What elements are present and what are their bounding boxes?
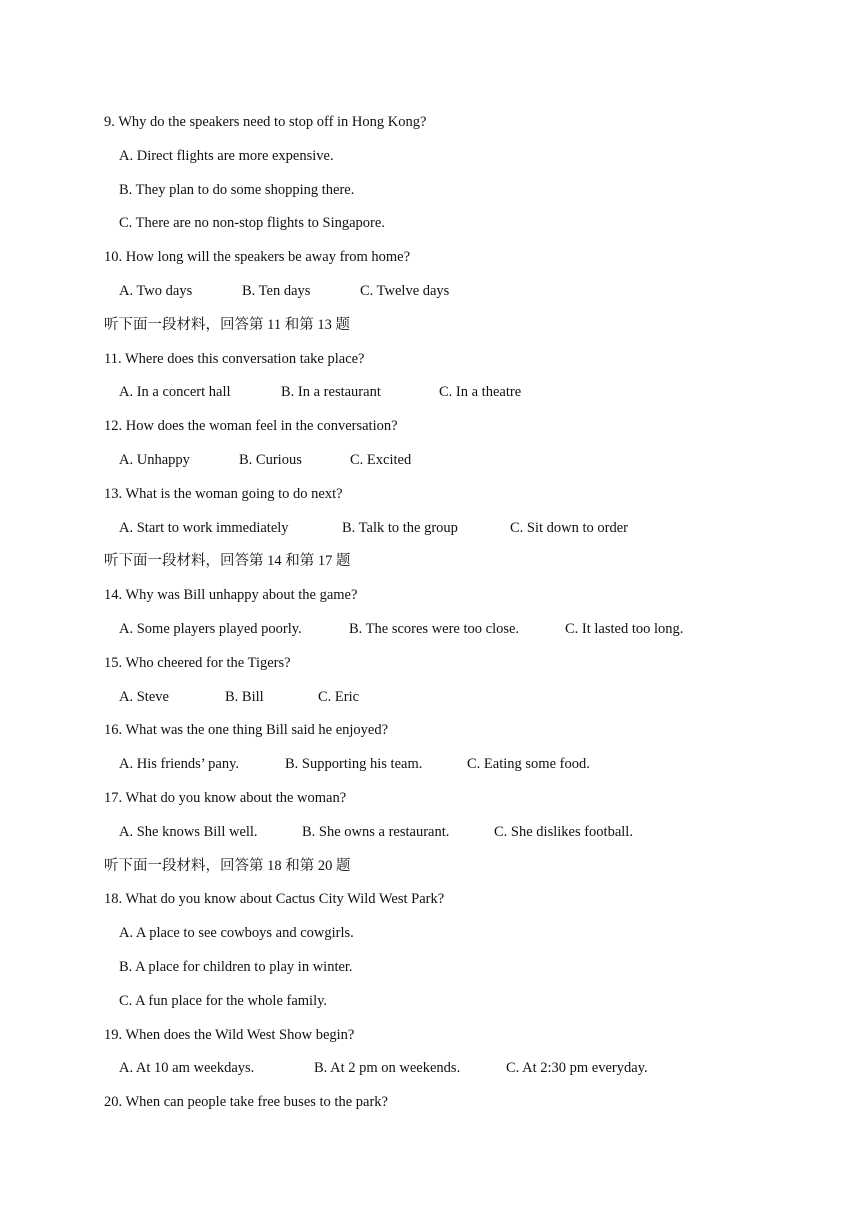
answer-option: B. Ten days: [242, 282, 311, 299]
answer-options-row: [104, 822, 744, 856]
answer-option: B. In a restaurant: [281, 384, 381, 401]
answer-options-row: [104, 382, 744, 416]
question-list: [104, 112, 744, 1126]
answer-options-row: [104, 518, 744, 552]
answer-option: C. A fun place for the whole family.: [119, 992, 328, 1009]
question-text: 18. What do you know about Cactus City Wild West Park?: [104, 891, 445, 908]
answer-option: C. Eating some food.: [467, 756, 590, 773]
answer-option: C. It lasted too long.: [565, 620, 684, 637]
answer-option: C. There are no non-stop flights to Singapore.: [119, 215, 385, 232]
question-text: 17. What do you know about the woman?: [104, 789, 347, 806]
answer-options-row: [104, 281, 744, 315]
question-text: 10. How long will the speakers be away from home?: [104, 249, 411, 266]
answer-option: A. Unhappy: [119, 451, 190, 468]
answer-option: B. At 2 pm on weekends.: [314, 1060, 461, 1077]
answer-option: A. A place to see cowboys and cowgirls.: [119, 925, 354, 942]
question-text: 16. What was the one thing Bill said he enjoyed?: [104, 722, 389, 739]
answer-option: B. They plan to do some shopping there.: [119, 181, 355, 198]
answer-option: B. Supporting his team.: [285, 756, 423, 773]
answer-option: C. Excited: [350, 451, 412, 468]
answer-option: A. Some players played poorly.: [119, 620, 302, 637]
question-text: 14. Why was Bill unhappy about the game?: [104, 587, 358, 604]
answer-option: A. In a concert hall: [119, 384, 231, 401]
answer-option: B. Talk to the group: [342, 519, 458, 536]
answer-option: C. Sit down to order: [510, 519, 629, 536]
question-text: 13. What is the woman going to do next?: [104, 485, 343, 502]
answer-option: C. Eric: [318, 688, 360, 705]
answer-options-row: [104, 450, 744, 484]
answer-option: B. The scores were too close.: [349, 620, 520, 637]
answer-option: C. Twelve days: [360, 282, 450, 299]
answer-option: A. She knows Bill well.: [119, 823, 258, 840]
answer-option: C. At 2:30 pm everyday.: [506, 1060, 648, 1077]
answer-options-row: [104, 1058, 744, 1092]
question-text: 12. How does the woman feel in the conversation?: [104, 418, 398, 435]
section-instruction: 听下面一段材料，回答第 14 和第 17 题: [104, 553, 351, 570]
answer-option: A. At 10 am weekdays.: [119, 1060, 255, 1077]
answer-option: C. In a theatre: [439, 384, 522, 401]
answer-option: A. His friends’ pany.: [119, 756, 240, 773]
answer-option: C. She dislikes football.: [494, 823, 633, 840]
answer-options-row: [104, 687, 744, 721]
answer-option: A. Two days: [119, 282, 193, 299]
section-instruction: 听下面一段材料，回答第 11 和第 13 题: [104, 316, 350, 333]
answer-options-row: [104, 619, 744, 653]
answer-option: A. Steve: [119, 688, 169, 705]
question-text: 11. Where does this conversation take place?: [104, 350, 365, 367]
answer-option: B. A place for children to play in winter.: [119, 958, 353, 975]
answer-option: B. Curious: [239, 451, 302, 468]
answer-option: B. She owns a restaurant.: [302, 823, 450, 840]
answer-option: A. Direct flights are more expensive.: [119, 147, 334, 164]
question-text: 15. Who cheered for the Tigers?: [104, 654, 291, 671]
question-text: 19. When does the Wild West Show begin?: [104, 1026, 355, 1043]
question-text: 9. Why do the speakers need to stop off in Hong Kong?: [104, 114, 427, 130]
section-instruction: 听下面一段材料，回答第 18 和第 20 题: [104, 857, 351, 874]
answer-option: B. Bill: [225, 688, 264, 705]
question-text: 20. When can people take free buses to the park?: [104, 1094, 388, 1111]
answer-options-row: [104, 754, 744, 788]
answer-option: A. Start to work immediately: [119, 519, 289, 536]
